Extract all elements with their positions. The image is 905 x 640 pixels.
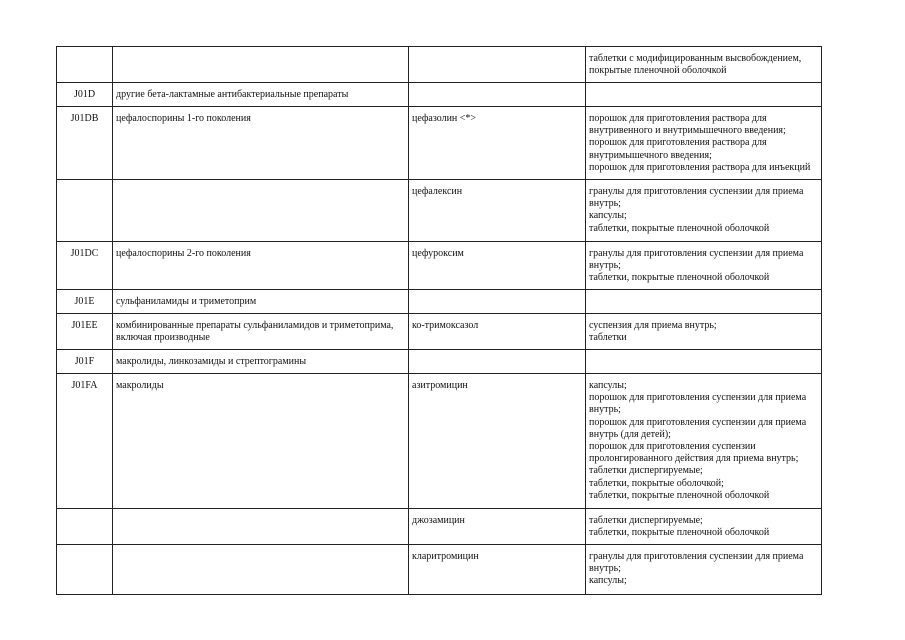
drug-name-cell: ко-тримоксазол xyxy=(409,314,586,350)
dosage-form-line: таблетки диспергируемые; xyxy=(589,515,703,526)
dosage-form-line: капсулы; xyxy=(589,210,627,222)
atc-code-cell: J01DC xyxy=(57,242,113,290)
atc-code-cell: J01F xyxy=(57,350,113,374)
dosage-form-line: таблетки с модифицированным высвобождением, xyxy=(589,53,802,64)
group-name-cell: комбинированные препараты сульфаниламидов и триметоприма, включая производные xyxy=(113,314,409,350)
dosage-form-line: гранулы для приготовления суспензии для приема xyxy=(589,551,804,562)
drug-list-table xyxy=(56,46,822,595)
table-row xyxy=(57,314,822,350)
table-row xyxy=(57,509,822,545)
drug-name-cell: джозамицин xyxy=(409,509,586,545)
group-name-cell: макролиды xyxy=(113,374,409,509)
dosage-form-line: таблетки, покрытые пленочной оболочкой xyxy=(589,272,770,284)
atc-code-cell: J01D xyxy=(57,83,113,107)
dosage-form-list xyxy=(589,515,818,539)
drug-name-cell xyxy=(409,350,586,374)
dosage-form-cell xyxy=(586,545,822,595)
dosage-form-line: порошок для приготовления раствора для xyxy=(589,113,767,124)
table-row xyxy=(57,290,822,314)
dosage-form-line: таблетки, покрытые пленочной оболочкой xyxy=(589,527,770,539)
atc-code-cell xyxy=(57,47,113,83)
group-name-cell xyxy=(113,509,409,545)
dosage-form-cell xyxy=(586,374,822,509)
atc-code-cell: J01EE xyxy=(57,314,113,350)
dosage-form-list xyxy=(589,186,818,235)
dosage-form-cell xyxy=(586,107,822,180)
dosage-form-cell xyxy=(586,509,822,545)
dosage-form-cell xyxy=(586,290,822,314)
dosage-form-line: покрытые пленочной оболочкой xyxy=(589,65,727,77)
dosage-form-line: порошок для приготовления суспензии для приема xyxy=(589,416,807,428)
drug-name-cell: кларитромицин xyxy=(409,545,586,595)
dosage-form-line: внутрь; xyxy=(589,404,621,416)
dosage-form-line: таблетки, покрытые пленочной оболочкой xyxy=(589,222,770,234)
table-row xyxy=(57,47,822,83)
group-name-cell: другие бета-лактамные антибактериальные препараты xyxy=(113,83,409,107)
dosage-form-line: пролонгированного действия для приема внутрь; xyxy=(589,453,799,465)
group-name-cell: цефалоспорины 2-го поколения xyxy=(113,242,409,290)
table-row xyxy=(57,545,822,595)
dosage-form-line: гранулы для приготовления суспензии для приема xyxy=(589,248,804,259)
table-row xyxy=(57,180,822,242)
dosage-form-cell xyxy=(586,314,822,350)
drug-name-cell: азитромицин xyxy=(409,374,586,509)
dosage-form-line: порошок для приготовления суспензии для приема xyxy=(589,392,807,404)
drug-name-cell: цефазолин <*> xyxy=(409,107,586,180)
drug-name-cell xyxy=(409,83,586,107)
table-row xyxy=(57,242,822,290)
dosage-form-cell xyxy=(586,83,822,107)
dosage-form-line: порошок для приготовления раствора для xyxy=(589,137,767,149)
group-name-cell: макролиды, линкозамиды и стрептограмины xyxy=(113,350,409,374)
drug-name-cell: цефалексин xyxy=(409,180,586,242)
dosage-form-line: внутрь (для детей); xyxy=(589,428,671,440)
dosage-form-cell xyxy=(586,180,822,242)
dosage-form-cell xyxy=(586,350,822,374)
drug-name-cell xyxy=(409,290,586,314)
dosage-form-line: таблетки xyxy=(589,332,627,344)
table-row xyxy=(57,350,822,374)
dosage-form-cell xyxy=(586,47,822,83)
dosage-form-list xyxy=(589,248,818,285)
dosage-form-cell xyxy=(586,242,822,290)
group-name-cell: цефалоспорины 1-го поколения xyxy=(113,107,409,180)
dosage-form-line: капсулы; xyxy=(589,380,627,391)
group-name-cell xyxy=(113,180,409,242)
group-name-cell: сульфаниламиды и триметоприм xyxy=(113,290,409,314)
dosage-form-line: внутривенного и внутримышечного введения; xyxy=(589,125,786,137)
atc-code-cell: J01E xyxy=(57,290,113,314)
atc-code-cell: J01FA xyxy=(57,374,113,509)
atc-code-cell xyxy=(57,180,113,242)
dosage-form-list xyxy=(589,53,818,77)
dosage-form-line: порошок для приготовления суспензии xyxy=(589,441,756,453)
dosage-form-list xyxy=(589,380,818,502)
table-row xyxy=(57,107,822,180)
dosage-form-line: таблетки диспергируемые; xyxy=(589,465,703,477)
drug-name-cell xyxy=(409,47,586,83)
dosage-form-line: капсулы; xyxy=(589,575,627,587)
atc-code-cell xyxy=(57,545,113,595)
table-row xyxy=(57,374,822,509)
table-row xyxy=(57,83,822,107)
atc-code-cell: J01DB xyxy=(57,107,113,180)
dosage-form-line: таблетки, покрытые оболочкой; xyxy=(589,477,724,489)
dosage-form-line: внутримышечного введения; xyxy=(589,149,712,161)
group-name-cell xyxy=(113,545,409,595)
dosage-form-line: внутрь; xyxy=(589,563,621,575)
atc-code-cell xyxy=(57,509,113,545)
table-body xyxy=(57,47,822,595)
dosage-form-list xyxy=(589,113,818,174)
dosage-form-line: внутрь; xyxy=(589,260,621,272)
dosage-form-line: таблетки, покрытые пленочной оболочкой xyxy=(589,489,770,501)
dosage-form-line: суспензия для приема внутрь; xyxy=(589,320,717,331)
group-name-cell xyxy=(113,47,409,83)
drug-name-cell: цефуроксим xyxy=(409,242,586,290)
dosage-form-line: порошок для приготовления раствора для инъекций xyxy=(589,161,811,173)
dosage-form-line: гранулы для приготовления суспензии для приема xyxy=(589,186,804,197)
dosage-form-line: внутрь; xyxy=(589,198,621,210)
dosage-form-list xyxy=(589,551,818,588)
dosage-form-list xyxy=(589,320,818,344)
